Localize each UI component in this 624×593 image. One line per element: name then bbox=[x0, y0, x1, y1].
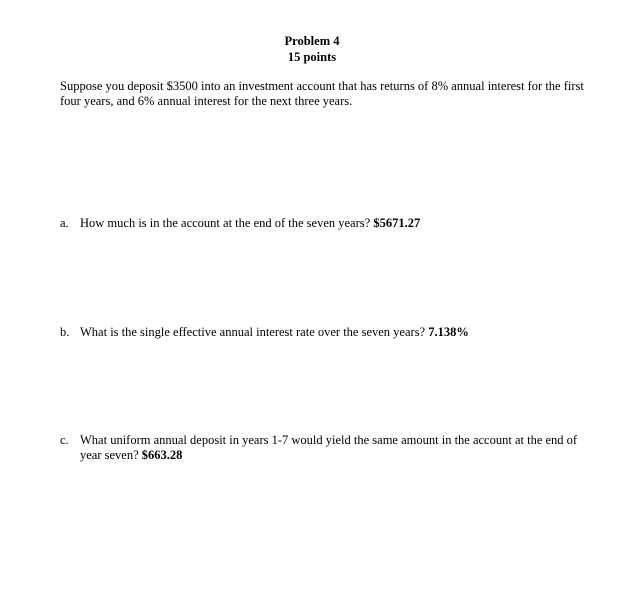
question-text: What uniform annual deposit in years 1-7 would yield the same amount in the account at the end of year seven? bbox=[80, 433, 578, 462]
problem-statement: Suppose you deposit $3500 into an investment account that has returns of 8% annual interest for the first four years, and 6% annual interest for the next three years. bbox=[60, 79, 584, 108]
question-answer: $5671.27 bbox=[373, 216, 421, 230]
question-body bbox=[80, 216, 590, 231]
problem-title: Problem 4 bbox=[284, 34, 340, 48]
question-text: What is the single effective annual interest rate over the seven years? bbox=[80, 325, 426, 339]
question-answer: 7.138% bbox=[428, 325, 469, 339]
question-letter: b. bbox=[60, 325, 70, 339]
question-c bbox=[60, 433, 590, 463]
problem-points: 15 points bbox=[287, 50, 337, 64]
question-body bbox=[80, 325, 590, 340]
question-a bbox=[60, 216, 590, 231]
question-text: How much is in the account at the end of the seven years? bbox=[80, 216, 371, 230]
question-letter: c. bbox=[60, 433, 69, 447]
question-letter: a. bbox=[60, 216, 69, 230]
question-body bbox=[80, 433, 590, 463]
question-answer: $663.28 bbox=[141, 448, 183, 462]
question-b bbox=[60, 325, 590, 340]
